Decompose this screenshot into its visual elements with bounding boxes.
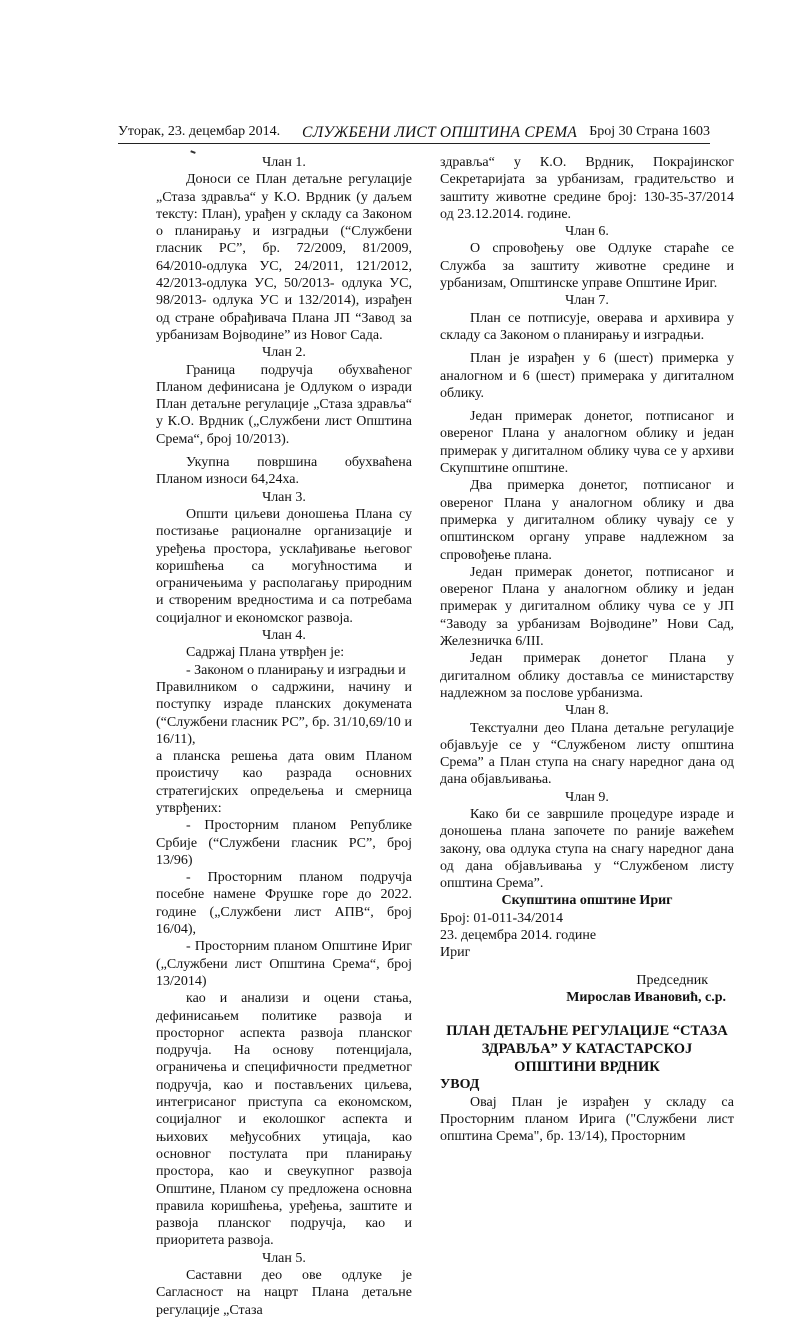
article-heading: Члан 5. xyxy=(262,1250,306,1266)
paragraph: План је израђен у 6 (шест) примерка у аналогном и 6 (шест) примерака у дигиталном облику. xyxy=(440,351,734,401)
paragraph: - Законом о планирању и изградњи и xyxy=(186,662,406,678)
header-issue-page: Број 30 Страна 1603 xyxy=(589,124,710,139)
paragraph: Два примерка донетог, потписаног и овереног Плана у аналогном облику и два примерка у дигиталном облику чувају се у општинском органу управе надлежном за спровођење плана. xyxy=(440,478,734,563)
signature-name: Мирослав Ивановић, с.р. xyxy=(566,989,726,1005)
intro-paragraph xyxy=(440,1094,734,1146)
article-heading: Члан 6. xyxy=(565,224,609,240)
header-publication-title: СЛУЖБЕНИ ЛИСТ ОПШТИНА СРЕМА xyxy=(302,124,578,141)
paragraph: О спровођењу ове Одлуке стараће се Служба за заштиту животне средине и урбанизам, Општинске управе Општине Ириг. xyxy=(440,241,734,292)
right-column xyxy=(440,154,734,1145)
paragraph: - Просторним планом Општине Ириг („Службени лист Општина Срема“, број 13/2014) xyxy=(156,939,412,989)
paragraph: Општи циљеви доношења Плана су постизање рационалне организације и уређења простора, усклађивање његовог коришћења са могућностима и ограничењима у располагању природним и створеним вредностима и са потребама социјалног и економског развоја. xyxy=(156,506,412,626)
article-heading: Члан 4. xyxy=(262,628,306,644)
paragraph: Граница подручја обухваћеног Планом дефинисана је Одлуком о изради План детаљне регулације „Стаза здравља“ у К.О. Врдник („Службени лист Општина Срема“, број 10/2013). xyxy=(156,362,412,447)
assembly-name: Скупштина општине Ириг xyxy=(501,893,673,909)
paragraph: - Просторним планом подручја посебне намене Фрушке горе до 2022. године („Службени лист АПВ“, број 16/04), xyxy=(156,870,412,938)
left-column xyxy=(156,154,412,1319)
paragraph: Како би се завршиле процедуре израде и доношења плана започете по раније важећем закону, ова одлука ступа на снагу наредног дана од дана објављивања у “Службеном листу општина Срема”. xyxy=(440,806,734,892)
paragraph: Ириг xyxy=(440,945,471,961)
article-heading: Члан 3. xyxy=(262,489,306,505)
paragraph: а планска решења дата овим Планом проистичу као разрада основних стратегијских опредељења и смерница утврђених: xyxy=(156,749,412,816)
intro-text: Овај План је израђен у складу са Просторним планом Ирига ("Службени лист општина Срема", бр. 13/14), Просторним xyxy=(440,1094,734,1145)
paragraph: - Просторним планом Републике Србије (“Службени гласник РС”, број 13/96) xyxy=(156,818,412,868)
article-heading: Члан 2. xyxy=(262,345,306,361)
paragraph: Текстуални део Плана детаљне регулације објављује се у “Службеном листу општина Срема” а План ступа на снагу наредног дана од дана објављивања. xyxy=(440,720,734,788)
intro-heading: УВОД xyxy=(440,1077,480,1093)
paragraph: Садржај Плана утврђен је: xyxy=(186,645,345,661)
article-heading: Члан 1. xyxy=(262,155,306,170)
article-heading: Члан 9. xyxy=(565,789,609,805)
article-heading: Члан 7. xyxy=(565,293,609,309)
paragraph: Саставни део ове одлуке је Сагласност на нацрт Плана детаљне регулације „Стаза xyxy=(156,1268,412,1318)
paragraph: Број: 01-011-34/2014 xyxy=(440,910,564,926)
signature-title: Председник xyxy=(636,972,708,988)
paragraph: као и анализи и оцени стања, дефинисањем политике развоја и просторног аспекта развоја планског подручја. На основу потенцијала, ограничења и специфичности предметног подручја, као и постављених циљева, интегрисаног приступа са економском, социјалног и еколошког аспекта и њихових међусобних утицаја, као основног постулата при планирању простора, као и свеукупног развоја Општине, Планом су предложена основна правила коришћења, уређења, заштите и развоја планског подручја, као и приоритета развоја. xyxy=(156,991,412,1249)
paragraph: Укупна површина обухваћена Планом износи 64,24ха. xyxy=(156,455,412,488)
paragraph: План се потписује, оверава и архивира у складу са Законом о планирању и изградњи. xyxy=(440,310,734,343)
header-rule xyxy=(118,143,710,144)
paragraph: Један примерак донетог Плана у дигиталном облику доставља се министарству надлежном за послове урбанизма. xyxy=(440,651,734,701)
plan-title: ПЛАН ДЕТАЉНЕ РЕГУЛАЦИЈЕ “СТАЗА ЗДРАВЉА” У КАТАСТАРСКОЈ ОПШТИНИ ВРДНИК xyxy=(446,1023,728,1076)
paragraph: Један примерак донетог, потписаног и овереног Плана у аналогном облику и један примерак у дигиталном облику чува се у ЈП “Заводу за урбанизам Војводине” Нови Сад, Железничка 6/III. xyxy=(440,564,734,650)
header-date: Уторак, 23. децембар 2014. xyxy=(118,124,281,139)
article-heading: Члан 8. xyxy=(565,703,609,719)
paragraph: Правилником о садржини, начину и поступку израде планских докумената (“Службени гласник РС”, бр. 31/10,69/10 и 16/11), xyxy=(156,679,412,747)
paragraph: Један примерак донетог, потписаног и овереног Плана у аналогном облику и један примерак у дигиталном облику чува се у архиви Скупштине општине. xyxy=(440,409,734,477)
paragraph: здравља“ у К.О. Врдник, Покрајинског Секретаријата за урбанизам, градитељство и заштиту животне средине број: 130-35-37/2014 од 23.12.2014. године. xyxy=(440,155,734,222)
paragraph: 23. децембра 2014. године xyxy=(440,928,597,944)
paragraph: Доноси се План детаљне регулације „Стаза здравља“ у К.О. Врдник (у даљем тексту: План), урађен у складу са Законом о планирању и изградњи (“Службени гласник РС”, бр. 72/2009, 81/2009, 64/2010-одлука УС, 24/2011, 121/2012, 42/2013-одлука УС, 50/2013- одлука УС, 98/2013- одлука УС и 132/2014), израђен од стране обрађивача Плана ЈП “Завод за урбанизам Војводине” из Новог Сада. xyxy=(156,172,412,343)
